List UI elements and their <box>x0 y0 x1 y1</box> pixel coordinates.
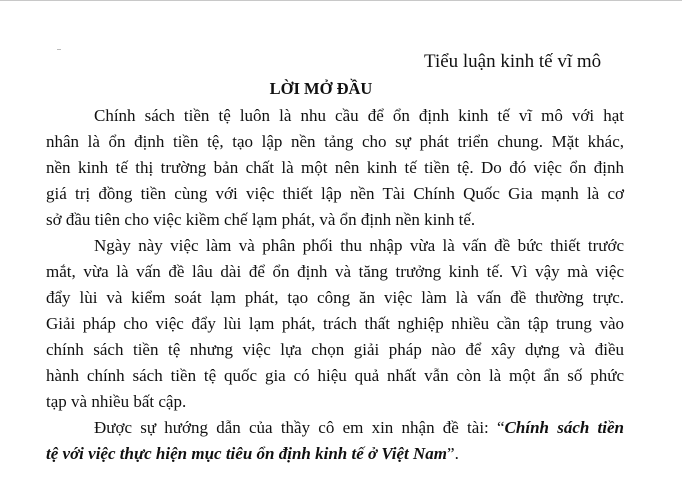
paragraph-1 <box>46 103 624 233</box>
text-line: nhân là ổn định tiền tệ, tạo lập nền tảng cho sự phát triển chung. Mặt khác, <box>46 132 624 151</box>
text-line: nền kinh tế thị trường bản chất là một nên kinh tế tiền tệ. Do đó việc ổn định <box>46 158 624 177</box>
text-line: sở đầu tiên cho việc kiềm chế lạm phát, và ổn định nền kinh tế. <box>46 210 476 229</box>
margin-mark <box>57 49 61 50</box>
text-line <box>46 441 624 467</box>
document-title: LỜI MỞ ĐẦU <box>269 79 373 98</box>
page-header: Tiểu luận kinh tế vĩ mô <box>424 51 602 72</box>
text-line: Giải pháp cho việc đẩy lùi lạm phát, trách thất nghiệp nhiều cần tập trung vào <box>46 314 624 333</box>
text-run: ”. <box>447 444 459 463</box>
text-line: mắt, vừa là vấn đề lâu dài để ổn định và tăng trưởng kinh tế. Vì vậy mà việc <box>46 262 624 281</box>
text-line: tạp và nhiều bất cập. <box>46 392 187 411</box>
text-line: giá trị đồng tiền cùng với việc thiết lập nền Tài Chính Quốc Gia mạnh là cơ <box>46 184 624 203</box>
page-top-border <box>0 0 682 1</box>
document-body <box>46 103 624 467</box>
text-line: hành chính sách tiền tệ quốc gia có hiệu quả nhất vẫn còn là một ẩn số phức <box>46 366 624 385</box>
text-line: Ngày này việc làm và phân phối thu nhập vừa là vấn đề bức thiết trước <box>94 236 624 255</box>
topic-title-part-1: Chính sách tiền <box>504 418 624 437</box>
text-line: chính sách tiền tệ nhưng việc lựa chọn giải pháp nào để xây dựng và điều <box>46 340 624 359</box>
text-line: đẩy lùi và kiểm soát lạm phát, tạo công ăn việc làm là vấn đề thường trực. <box>46 288 624 307</box>
paragraph-3 <box>46 415 624 467</box>
topic-title-part-2: tệ với việc thực hiện mục tiêu ổn định kinh tế ở Việt Nam <box>46 444 448 463</box>
text-run: Được sự hướng dẫn của thầy cô em xin nhận đề tài: “ <box>94 418 505 437</box>
paragraph-2 <box>46 233 624 415</box>
text-line <box>46 415 624 441</box>
text-line: Chính sách tiền tệ luôn là nhu cầu để ổn định kinh tế vĩ mô với hạt <box>94 106 624 125</box>
